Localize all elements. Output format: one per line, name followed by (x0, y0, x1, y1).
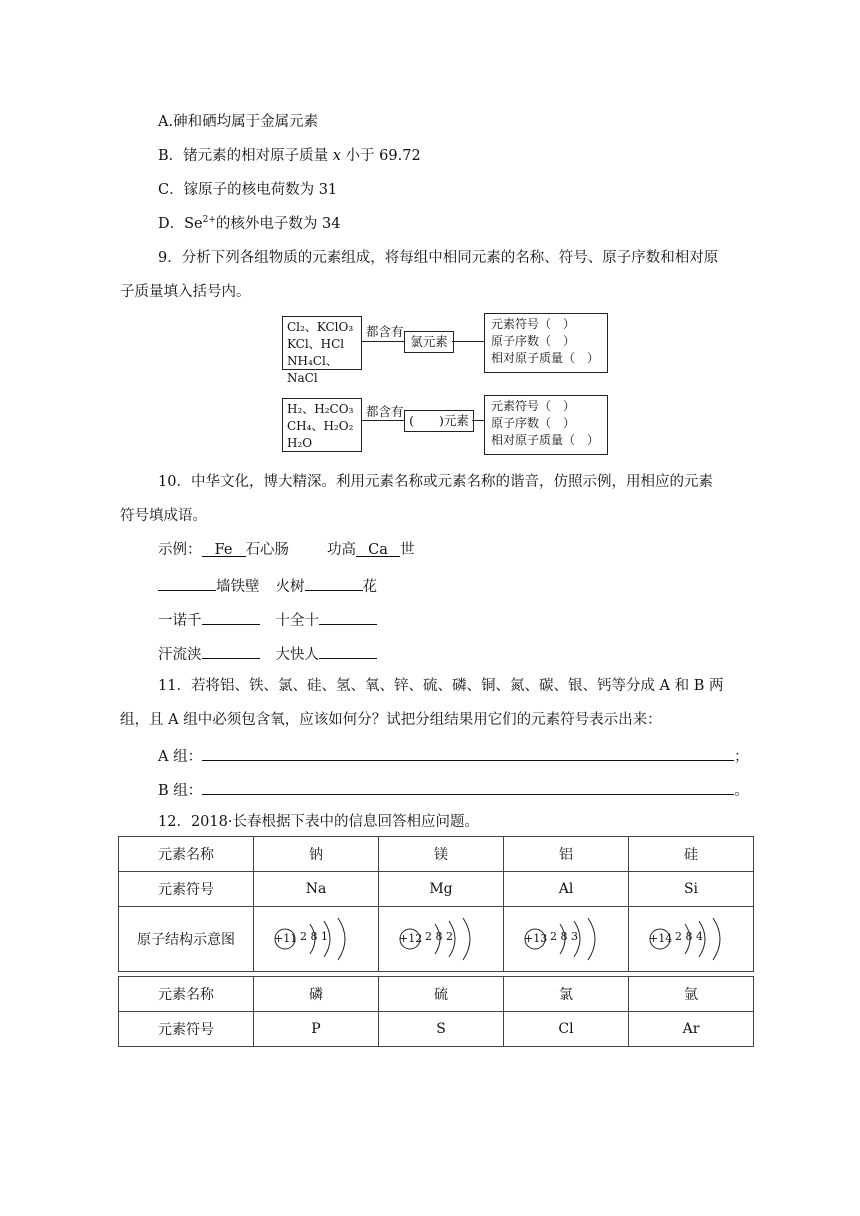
table-header-cell: 元素名称 (119, 977, 254, 1012)
table-cell: Mg (379, 872, 504, 907)
q10-blank[interactable] (158, 574, 216, 591)
table-cell: Si (629, 872, 754, 907)
q10-example (158, 540, 415, 560)
q10-example-answer: Fe (202, 540, 246, 557)
q9-diagram2-substances (282, 398, 362, 452)
table-row (119, 977, 754, 1012)
q9-diagram1-element: 氯元素 (404, 331, 454, 353)
q9-diagram1-substance: NH₄Cl、NaCl (287, 354, 338, 385)
q9-diagram1-field-number: 原子序数（ ） (491, 334, 576, 348)
q10-blank[interactable] (305, 574, 363, 591)
q9-diagram1-field-symbol: 元素符号（ ） (491, 317, 576, 331)
q12-stem: 12．2018·长春根据下表中的信息回答相应问题。 (158, 814, 479, 830)
q11-group-b-label: B 组： (158, 783, 203, 799)
q11-group-a-end: ； (734, 749, 749, 765)
q8-option-d (158, 214, 340, 234)
q10-idiom-text: 十全十 (275, 613, 319, 629)
table-row (119, 837, 754, 872)
atom-diagram-cell (379, 907, 504, 972)
q10-idiom-text: 汗流浃 (158, 647, 202, 663)
q10-example-text: 世 (400, 542, 415, 558)
q10-idiom-text: 大快人 (275, 647, 319, 663)
q9-diagram1-fields (484, 313, 608, 373)
table-row (119, 1012, 754, 1047)
table-cell: 氯 (504, 977, 629, 1012)
q9-diagram1-substances (282, 316, 362, 385)
q10-example-text: 石心肠 (245, 542, 289, 558)
q10-example-label: 示例： (158, 542, 202, 558)
q9-diagram1-connector-line (362, 341, 404, 342)
table-cell: 铝 (504, 837, 629, 872)
q9-diagram2-field-mass: 相对原子质量（ ） (491, 433, 600, 447)
q9-diagram2-connector-line (362, 420, 404, 421)
q8-option-d-charge: 2+ (202, 215, 216, 226)
table-cell: S (379, 1012, 504, 1047)
q8-option-c: C．镓原子的核电荷数为 31 (158, 182, 338, 198)
atom-structure-diagram (274, 916, 358, 962)
nucleus-charge: +12 (399, 932, 423, 945)
q10-stem-line1: 10．中华文化，博大精深。利用元素名称或元素名称的谐音，仿照示例，用相应的元素 (158, 474, 713, 490)
q11-stem-line1: 11．若将铝、铁、氯、硅、氢、氧、锌、硫、磷、铜、氮、碳、银、钙等分成 A 和 B 两 (158, 678, 724, 694)
table-header-cell: 元素符号 (119, 872, 254, 907)
nucleus-charge: +14 (649, 932, 673, 945)
q9-stem-line1: 9．分析下列各组物质的元素组成，将每组中相同元素的名称、符号、原子序数和相对原 (158, 250, 719, 266)
q9-diagram2-connector-line-2 (472, 420, 484, 421)
q9-diagram1-field-mass: 相对原子质量（ ） (491, 351, 600, 365)
q10-example-answer: Ca (356, 540, 400, 557)
q9-stem-line2: 子质量填入括号内。 (120, 284, 251, 300)
q9-diagram2-fields (484, 395, 608, 455)
q11-group-b-end: 。 (734, 783, 749, 799)
q11-stem-line2: 组，且 A 组中必须包含氧，应该如何分？试把分组结果用它们的元素符号表示出来： (120, 712, 662, 728)
table-header-cell: 元素名称 (119, 837, 254, 872)
electron-shells: 2 8 1 (300, 930, 328, 943)
q9-diagram2-field-symbol: 元素符号（ ） (491, 399, 576, 413)
q10-example-text: 功高 (327, 542, 356, 558)
q9-diagram1-substance: KCl、HCl (287, 337, 345, 351)
q8-option-b-value: 小于 69.72 (340, 148, 421, 164)
nucleus-charge: +11 (274, 932, 298, 945)
q9-diagram2-substance: H₂、H₂CO₃ (287, 402, 354, 416)
q8-option-d-text: D．Se (158, 216, 203, 232)
q9-diagram2-field-number: 原子序数（ ） (491, 416, 576, 430)
q8-option-a: A.砷和硒均属于金属元素 (158, 114, 319, 130)
atom-structure-diagram (649, 916, 733, 962)
electron-shells: 2 8 4 (675, 930, 703, 943)
table-cell: 硫 (379, 977, 504, 1012)
table-header-cell: 元素符号 (119, 1012, 254, 1047)
q9-diagram1-substance: Cl₂、KClO₃ (287, 320, 354, 334)
q8-option-b-variable: x (332, 148, 341, 164)
q8-option-d-value: 的核外电子数为 34 (215, 216, 341, 232)
q10-idiom-text: 花 (362, 579, 377, 595)
q11-group-a-blank[interactable] (202, 744, 734, 761)
table-row (119, 872, 754, 907)
q9-diagram2-substance: H₂O (287, 436, 313, 450)
q10-idiom-text: 墙铁壁 (216, 579, 260, 595)
q10-blank[interactable] (202, 642, 260, 659)
q10-idiom-text: 一诺千 (158, 613, 202, 629)
q9-diagram2-element: ( )元素 (404, 410, 474, 432)
table-cell: Cl (504, 1012, 629, 1047)
q8-option-b (158, 146, 421, 166)
table-row (119, 907, 754, 972)
q10-row-2 (158, 608, 377, 631)
nucleus-charge: +13 (524, 932, 548, 945)
table-header-cell: 原子结构示意图 (119, 907, 254, 972)
atom-structure-diagram (399, 916, 483, 962)
q9-diagram2-connector-label: 都含有 (366, 404, 404, 419)
q11-group-b-blank[interactable] (202, 778, 734, 795)
table-cell: P (254, 1012, 379, 1047)
table-cell: Ar (629, 1012, 754, 1047)
table-cell: 磷 (254, 977, 379, 1012)
q11-group-a (158, 744, 749, 767)
q10-row-1 (158, 574, 377, 597)
q9-diagram1-connector-line-2 (452, 341, 484, 342)
electron-shells: 2 8 2 (425, 930, 453, 943)
atom-diagram-cell (504, 907, 629, 972)
q8-option-b-text: B．锗元素的相对原子质量 (158, 148, 333, 164)
table-cell: 钠 (254, 837, 379, 872)
q10-stem-line2: 符号填成语。 (120, 508, 207, 524)
table-cell: 硅 (629, 837, 754, 872)
q9-diagram2-substance: CH₄、H₂O₂ (287, 419, 354, 433)
q10-blank[interactable] (319, 642, 377, 659)
q11-group-a-label: A 组： (158, 749, 203, 765)
atom-diagram-cell (629, 907, 754, 972)
element-table-2 (118, 976, 754, 1047)
q10-row-3 (158, 642, 377, 665)
table-cell: 镁 (379, 837, 504, 872)
table-cell: Na (254, 872, 379, 907)
table-cell: Al (504, 872, 629, 907)
table-cell: 氩 (629, 977, 754, 1012)
q11-group-b (158, 778, 749, 801)
atom-structure-diagram (524, 916, 608, 962)
q10-blank[interactable] (202, 608, 260, 625)
q10-blank[interactable] (319, 608, 377, 625)
q10-idiom-text: 火树 (275, 579, 305, 595)
atom-diagram-cell (254, 907, 379, 972)
q9-diagram1-connector-label: 都含有 (366, 324, 404, 339)
electron-shells: 2 8 3 (550, 930, 578, 943)
element-table-1 (118, 836, 754, 972)
